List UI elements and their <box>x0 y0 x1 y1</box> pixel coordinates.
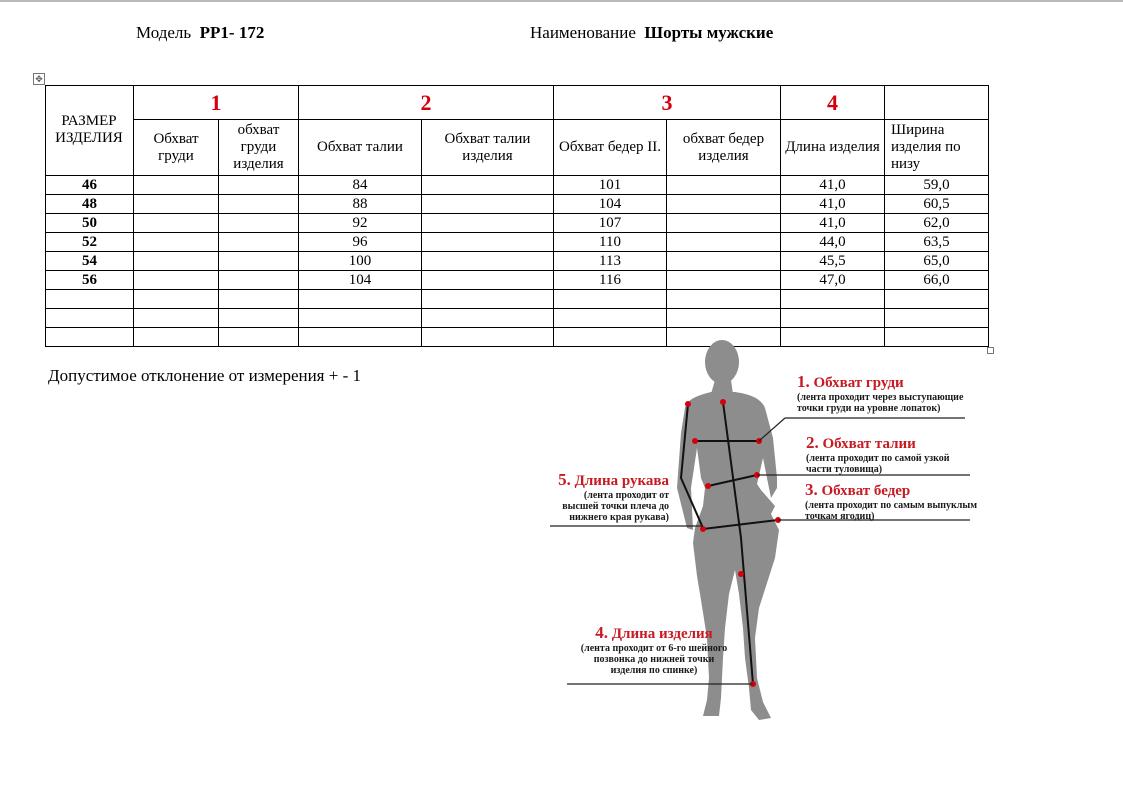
product-name-header <box>530 23 773 43</box>
size-cell <box>46 309 134 328</box>
note-description: (лента проходит по самой узкой части туловища) <box>806 453 950 475</box>
table-cell <box>667 290 781 309</box>
table-cell: 41,0 <box>781 195 885 214</box>
size-table <box>45 85 989 347</box>
note-length <box>579 623 729 676</box>
table-cell <box>667 233 781 252</box>
measurement-figure <box>545 338 985 728</box>
note-description: (лента проходит по самым выпуклым точкам ягодиц) <box>805 500 978 522</box>
size-header-label: РАЗМЕР ИЗДЕЛИЯ <box>55 113 123 146</box>
table-cell <box>554 309 667 328</box>
table-cell: 66,0 <box>885 271 989 290</box>
table-row <box>46 309 989 328</box>
table-cell <box>219 233 299 252</box>
table-cell: 63,5 <box>885 233 989 252</box>
table-cell <box>134 271 219 290</box>
table-cell <box>219 195 299 214</box>
table-cell: 104 <box>554 195 667 214</box>
table-cell <box>667 214 781 233</box>
table-cell <box>885 290 989 309</box>
group-number-1: 1 <box>134 86 299 120</box>
note-hips <box>805 480 983 522</box>
note-number: 5. <box>558 470 571 489</box>
table-row <box>46 176 989 195</box>
table-cell <box>781 290 885 309</box>
page-top-border <box>0 0 1123 2</box>
table-cell <box>422 271 554 290</box>
table-cell <box>219 271 299 290</box>
size-cell <box>46 290 134 309</box>
table-cell: 107 <box>554 214 667 233</box>
table-cell: 65,0 <box>885 252 989 271</box>
note-sleeve <box>557 470 669 523</box>
column-label: обхват груди изделия <box>219 120 299 176</box>
size-cell <box>46 328 134 347</box>
table-cell <box>885 309 989 328</box>
column-label: Обхват бедер II. <box>554 120 667 176</box>
size-cell: 46 <box>46 176 134 195</box>
table-cell <box>134 290 219 309</box>
table-cell: 45,5 <box>781 252 885 271</box>
table-cell <box>422 290 554 309</box>
model-value: РР1- 172 <box>199 23 265 42</box>
table-cell: 41,0 <box>781 176 885 195</box>
group-number-2: 2 <box>299 86 554 120</box>
table-cell: 88 <box>299 195 422 214</box>
column-label: Ширина изделия по низу <box>885 120 989 176</box>
note-waist <box>806 433 966 475</box>
table-cell <box>134 252 219 271</box>
table-cell <box>299 290 422 309</box>
note-title: Обхват груди <box>813 375 904 391</box>
table-cell <box>134 328 219 347</box>
table-cell: 104 <box>299 271 422 290</box>
table-row <box>46 271 989 290</box>
group-number-4: 4 <box>781 86 885 120</box>
group-number-row <box>46 86 989 120</box>
table-cell: 101 <box>554 176 667 195</box>
table-cell <box>219 176 299 195</box>
table-cell: 84 <box>299 176 422 195</box>
table-cell <box>134 233 219 252</box>
table-cell: 100 <box>299 252 422 271</box>
table-resize-handle[interactable] <box>987 347 994 354</box>
product-name-value: Шорты мужские <box>644 23 774 42</box>
column-label: Длина изделия <box>781 120 885 176</box>
note-number: 2. <box>806 433 819 452</box>
table-cell <box>422 328 554 347</box>
column-label: Обхват талии <box>299 120 422 176</box>
note-number: 3. <box>805 480 818 499</box>
table-cell <box>134 195 219 214</box>
product-name-label: Наименование <box>530 23 636 42</box>
table-cell <box>422 176 554 195</box>
table-cell <box>299 328 422 347</box>
size-cell: 52 <box>46 233 134 252</box>
column-label-row <box>46 120 989 176</box>
note-number: 4. <box>595 623 608 642</box>
table-cell <box>299 309 422 328</box>
table-move-handle-icon[interactable]: ✥ <box>33 73 45 85</box>
note-number: 1. <box>797 372 810 391</box>
table-cell: 44,0 <box>781 233 885 252</box>
table-cell: 110 <box>554 233 667 252</box>
table-cell <box>134 176 219 195</box>
table-cell: 47,0 <box>781 271 885 290</box>
table-cell: 92 <box>299 214 422 233</box>
table-row <box>46 214 989 233</box>
table-cell: 116 <box>554 271 667 290</box>
table-cell: 96 <box>299 233 422 252</box>
model-header <box>136 23 264 43</box>
column-label: Обхват талии изделия <box>422 120 554 176</box>
table-row <box>46 233 989 252</box>
size-cell: 50 <box>46 214 134 233</box>
table-cell <box>781 309 885 328</box>
table-cell: 60,5 <box>885 195 989 214</box>
table-cell <box>219 290 299 309</box>
table-cell <box>667 309 781 328</box>
size-cell: 56 <box>46 271 134 290</box>
table-cell <box>422 233 554 252</box>
table-row <box>46 290 989 309</box>
note-description: (лента проходит от 6-го шейного позвонка до нижней точки изделия по спинке) <box>580 643 728 676</box>
size-cell: 48 <box>46 195 134 214</box>
table-cell <box>219 252 299 271</box>
table-cell <box>667 252 781 271</box>
note-title: Обхват бедер <box>821 483 911 499</box>
table-cell <box>219 328 299 347</box>
table-row <box>46 195 989 214</box>
table-cell: 62,0 <box>885 214 989 233</box>
note-description: (лента проходит через выступающие точки груди на уровне лопаток) <box>797 392 964 414</box>
table-cell <box>134 214 219 233</box>
table-cell <box>422 309 554 328</box>
note-title: Длина изделия <box>611 626 713 642</box>
table-cell <box>422 214 554 233</box>
table-cell <box>219 214 299 233</box>
table-cell <box>422 252 554 271</box>
table-cell: 113 <box>554 252 667 271</box>
table-row <box>46 252 989 271</box>
table-cell <box>134 309 219 328</box>
table-cell <box>667 176 781 195</box>
table-cell <box>667 195 781 214</box>
column-label: обхват бедер изделия <box>667 120 781 176</box>
table-cell: 41,0 <box>781 214 885 233</box>
table-cell <box>422 195 554 214</box>
group-number-3: 3 <box>554 86 781 120</box>
size-cell: 54 <box>46 252 134 271</box>
column-label: Обхват груди <box>134 120 219 176</box>
group-number-5 <box>885 86 989 120</box>
table-body <box>46 176 989 347</box>
table-cell <box>667 271 781 290</box>
note-chest <box>797 372 977 414</box>
tolerance-note: Допустимое отклонение от измерения + - 1 <box>48 366 361 385</box>
table-cell <box>219 309 299 328</box>
table-cell <box>554 290 667 309</box>
note-description: (лента проходит от высшей точки плеча до нижнего края рукава) <box>562 490 669 523</box>
note-title: Обхват талии <box>822 436 916 452</box>
note-title: Длина рукава <box>574 473 669 489</box>
model-label: Модель <box>136 23 192 42</box>
table-cell: 59,0 <box>885 176 989 195</box>
